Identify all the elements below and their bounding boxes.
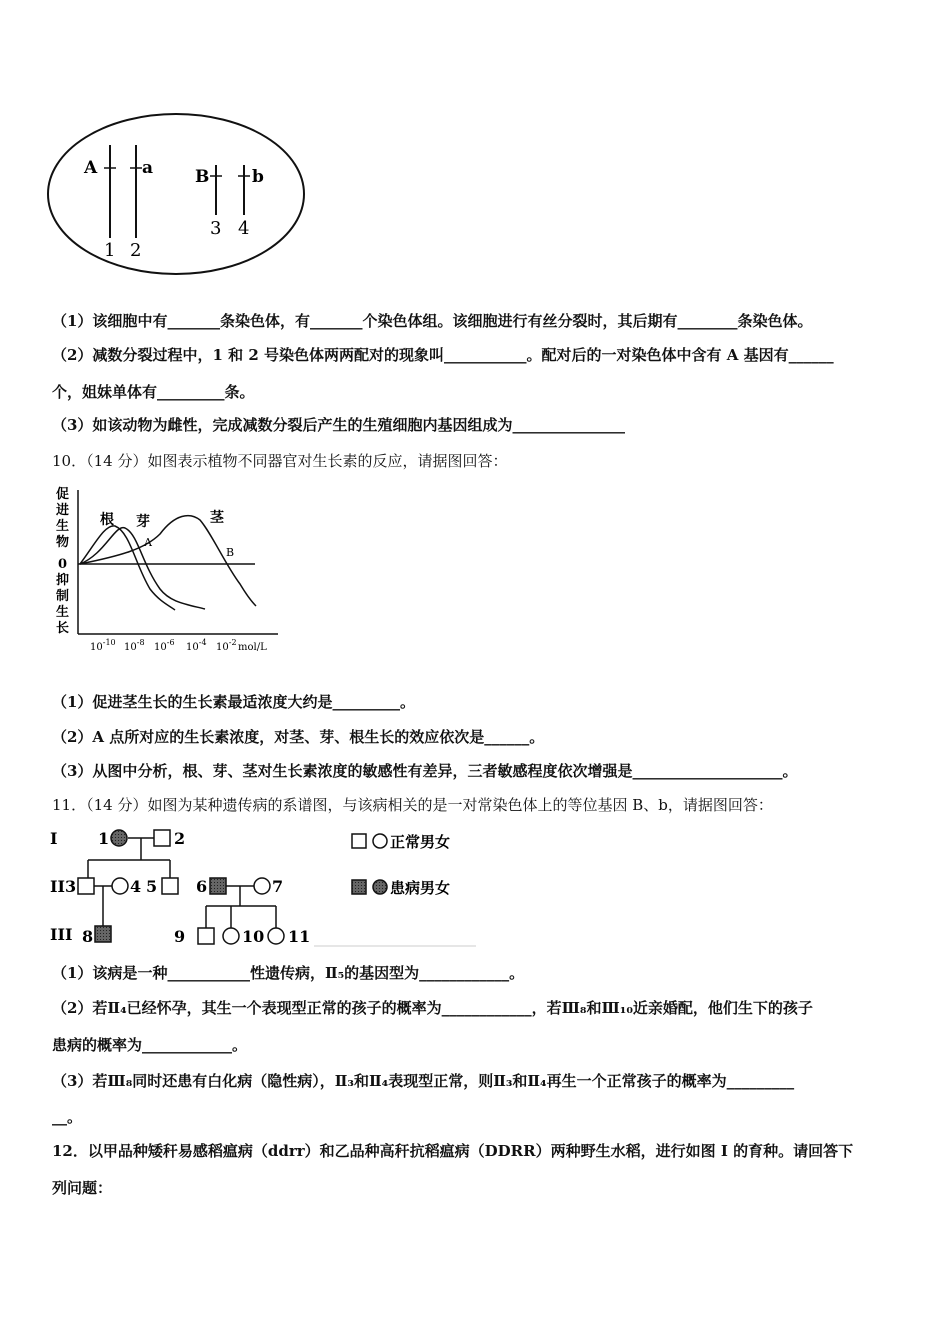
svg-text:物: 物 — [56, 535, 70, 550]
x-tick: $10^{-10}$ — [90, 638, 116, 653]
individual-7 — [254, 878, 270, 894]
svg-text:促: 促 — [56, 487, 70, 502]
svg-text:抑: 抑 — [56, 573, 70, 588]
q12-part1: 12．以甲品种矮秆易感稻瘟病（ddrr）和乙品种高秆抗稻瘟病（DDRR）两种野生水稻，进行如图 I 的育种。请回答下 — [52, 1142, 854, 1160]
bud-curve — [80, 528, 205, 609]
individual-4 — [112, 878, 128, 894]
series-label-stem: 茎 — [210, 510, 224, 526]
q9-part2a: （2）减数分裂过程中，1 和 2 号染色体两两配对的现象叫___________。配对后的一对染色体中含有 A 基因有______ — [52, 346, 834, 364]
x-tick: $10^{-4}$ — [186, 638, 207, 653]
point-label-B: B — [226, 546, 235, 559]
q10-part2: （2）A 点所对应的生长素浓度，对茎、芽、根生长的效应依次是______。 — [52, 728, 545, 746]
q9-part3: （3）如该动物为雌性，完成减数分裂后产生的生殖细胞内基因组成为_______________ — [52, 416, 625, 434]
q10-part1: （1）促进茎生长的生长素最适浓度大约是_________。 — [52, 693, 415, 711]
root-curve — [80, 526, 175, 610]
label-4: 4 — [238, 218, 250, 239]
q9-part1: （1）该细胞中有_______条染色体，有_______个染色体组。该细胞进行有丝分裂时，其后期有________条染色体。 — [52, 312, 813, 330]
q11-part1: （1）该病是一种___________性遗传病，Ⅱ₅的基因型为____________。 — [52, 964, 525, 982]
svg-text:4: 4 — [130, 877, 142, 896]
label-3: 3 — [210, 218, 222, 239]
legend-normal: 正常男女 — [390, 833, 451, 851]
gen-II: II — [50, 877, 65, 896]
q10-part3: （3）从图中分析，根、芽、茎对生长素浓度的敏感性有差异，三者敏感程度依次增强是____________________。 — [52, 762, 798, 780]
legend — [352, 833, 450, 897]
svg-text:1: 1 — [98, 829, 110, 848]
svg-text:生: 生 — [56, 605, 70, 620]
svg-text:制: 制 — [56, 589, 70, 604]
label-B: B — [195, 167, 210, 187]
q11-part2a: （2）若Ⅱ₄已经怀孕，其生一个表现型正常的孩子的概率为____________，若Ⅲ₈和Ⅲ₁₀近亲婚配，他们生下的孩子 — [52, 999, 813, 1017]
individual-3 — [78, 878, 94, 894]
svg-text:长: 长 — [56, 621, 70, 636]
x-tick: $10^{-6}$ — [154, 638, 175, 653]
cell-diagram — [44, 110, 314, 282]
x-unit: mol/L — [238, 642, 267, 653]
auxin-chart — [50, 484, 290, 664]
svg-text:进: 进 — [56, 503, 70, 518]
label-a: a — [142, 158, 154, 178]
series-label-bud: 芽 — [136, 514, 150, 530]
q11-header: 11．（14 分）如图为某种遗传病的系谱图，与该病相关的是一对常染色体上的等位基因 B、b，请据图回答： — [52, 796, 773, 814]
individual-11 — [268, 928, 284, 944]
svg-text:7: 7 — [272, 877, 284, 896]
svg-text:8: 8 — [82, 927, 94, 946]
x-tick: $10^{-8}$ — [124, 638, 145, 653]
individual-6 — [210, 878, 226, 894]
q11-part3b: __。 — [52, 1108, 83, 1126]
label-2: 2 — [130, 240, 142, 261]
q12-part2: 列问题： — [52, 1179, 113, 1197]
svg-text:5: 5 — [146, 877, 158, 896]
svg-text:9: 9 — [174, 927, 186, 946]
svg-text:10: 10 — [242, 927, 265, 946]
svg-text:3: 3 — [65, 877, 77, 896]
q11-part3a: （3）若Ⅲ₈同时还患有白化病（隐性病），Ⅱ₃和Ⅱ₄表现型正常，则Ⅱ₃和Ⅱ₄再生一个正常孩子的概率为_________ — [52, 1072, 795, 1090]
svg-text:11: 11 — [288, 927, 311, 946]
svg-text:0: 0 — [58, 557, 68, 572]
individual-2 — [154, 830, 170, 846]
x-tick: $10^{-2}$ — [216, 638, 237, 653]
legend-affected: 患病男女 — [390, 879, 451, 897]
point-label-A: A — [144, 536, 152, 549]
label-1: 1 — [104, 240, 116, 261]
svg-text:6: 6 — [196, 877, 208, 896]
q10-header: 10．（14 分）如图表示植物不同器官对生长素的反应，请据图回答： — [52, 452, 508, 470]
svg-text:2: 2 — [174, 829, 186, 848]
series-label-root: 根 — [100, 512, 114, 528]
individual-8 — [95, 926, 111, 942]
individual-5 — [162, 878, 178, 894]
q9-part2b: 个，姐妹单体有_________条。 — [52, 383, 255, 401]
q11-part2b: 患病的概率为____________。 — [52, 1036, 248, 1054]
individual-10 — [223, 928, 239, 944]
individual-9 — [198, 928, 214, 944]
gen-III: III — [50, 925, 73, 944]
individual-1 — [111, 830, 127, 846]
label-A: A — [84, 158, 98, 178]
pedigree-chart — [46, 822, 486, 952]
y-axis-label — [56, 486, 69, 636]
label-b: b — [252, 167, 264, 187]
x-ticks — [90, 638, 267, 653]
svg-text:生: 生 — [56, 519, 70, 534]
gen-I: I — [50, 829, 58, 848]
